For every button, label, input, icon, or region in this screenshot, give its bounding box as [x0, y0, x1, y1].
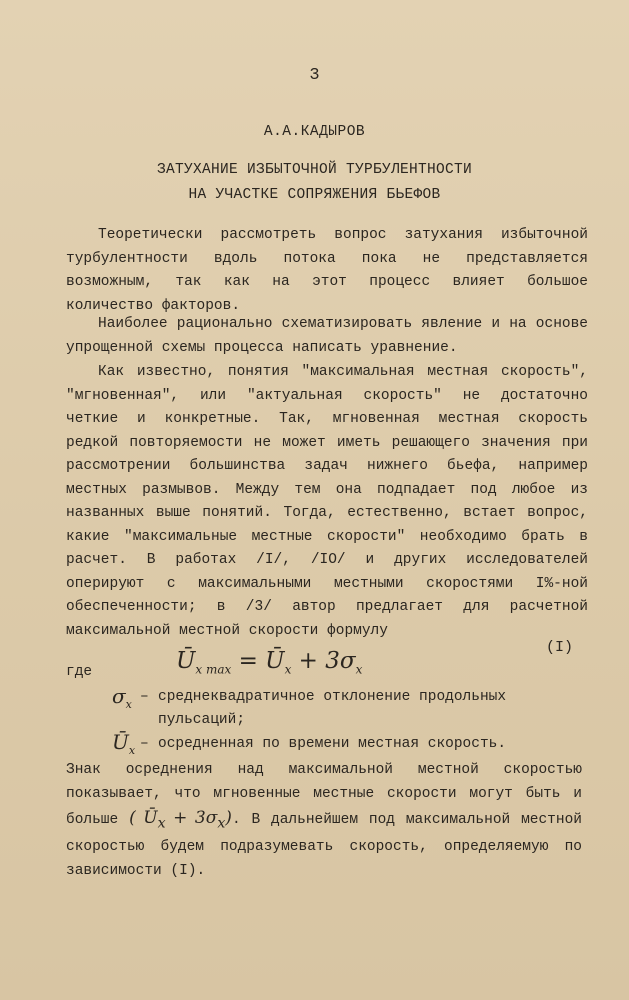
- closing-math-c: ): [225, 808, 232, 828]
- closing-math: [129, 808, 232, 832]
- equation-number: (I): [546, 639, 574, 656]
- formula-rhs-a-sub: x: [284, 662, 292, 677]
- closing-math-b-sub: x: [217, 815, 226, 832]
- definition-1-symbol-char: σ: [112, 684, 126, 708]
- author-name: А.А.КАДЫРОВ: [263, 124, 366, 140]
- definition-2-symbol-sub: x: [128, 744, 136, 757]
- closing-text-part2: . В дальнейшем под максимальной местной скоростью будем подразумевать скорость, определяемую по зависимости (I).: [66, 812, 582, 880]
- closing-math-a: ( Ū: [129, 808, 158, 828]
- definition-2-symbol-char: Ū: [112, 730, 129, 754]
- definition-1-symbol-sub: x: [125, 698, 132, 711]
- title-line-1: ЗАТУХАНИЕ ИЗБЫТОЧНОЙ ТУРБУЛЕНТНОСТИ: [156, 162, 473, 178]
- title-line-2: НА УЧАСТКЕ СОПРЯЖЕНИЯ БЬЕФОВ: [188, 187, 441, 203]
- closing-math-b: + 3σ: [165, 808, 218, 828]
- formula-rhs-b: + 3σ: [298, 648, 356, 674]
- paragraph-3: [66, 361, 588, 643]
- formula-lhs: Ū: [176, 648, 196, 674]
- definition-2-dash: –: [140, 736, 149, 752]
- formula-1: [176, 648, 362, 677]
- paragraph-1: [66, 224, 588, 318]
- definition-1-symbol: [112, 684, 132, 711]
- formula-rhs-a: = Ū: [238, 648, 285, 674]
- closing-paragraph: [66, 758, 582, 883]
- where-label: где: [66, 664, 93, 680]
- paragraph-2: [66, 313, 588, 360]
- definition-1-text-line2: пульсаций;: [158, 712, 246, 728]
- paragraph-3-text: Как известно, понятия "максимальная местная скорость", "мгновенная", или "актуальная скорость" не достаточно четкие и конкретные. Так, мгновенная местная скорость редкой повторяемости не может иметь решающего значения при рассмотрении большинства задач нижнего бьефа, например местных размывов. Между тем она подпадает под любое из названных выше понятий. Тогда, естественно, встает вопрос, какие "максимальные местные скорости" необходимо брать в расчет. В работах /I/, /IO/ и других исследователей оперируют с максимальными местными скоростями I%-ной обеспеченности; в /3/ автор предлагает для расчетной максимальной местной скорости формулу: [66, 364, 588, 639]
- paragraph-1-text: Теоретически рассмотреть вопрос затухания избыточной турбулентности вдоль потока пока не представляется возможным, так как на этот процесс влияет большое количество факторов.: [66, 227, 588, 314]
- definition-1-dash: –: [140, 689, 149, 705]
- formula-rhs-b-sub: x: [355, 662, 363, 677]
- definition-2-text-line1: осредненная по времени местная скорость.: [158, 736, 507, 752]
- formula-lhs-sub: x max: [195, 662, 232, 677]
- page-number: 3: [309, 66, 320, 85]
- closing-text-part1: Знак осреднения над максимальной местной скоростью показывает, что мгновенные местные скорости могут быть и больше: [66, 762, 582, 828]
- paragraph-2-text: Наиболее рационально схематизировать явление и на основе упрощенной схемы процесса написать уравнение.: [66, 316, 588, 356]
- definition-1-text-line1: среднеквадратичное отклонение продольных: [158, 689, 507, 705]
- closing-math-a-sub: x: [157, 815, 166, 832]
- definition-2-symbol: [112, 730, 135, 757]
